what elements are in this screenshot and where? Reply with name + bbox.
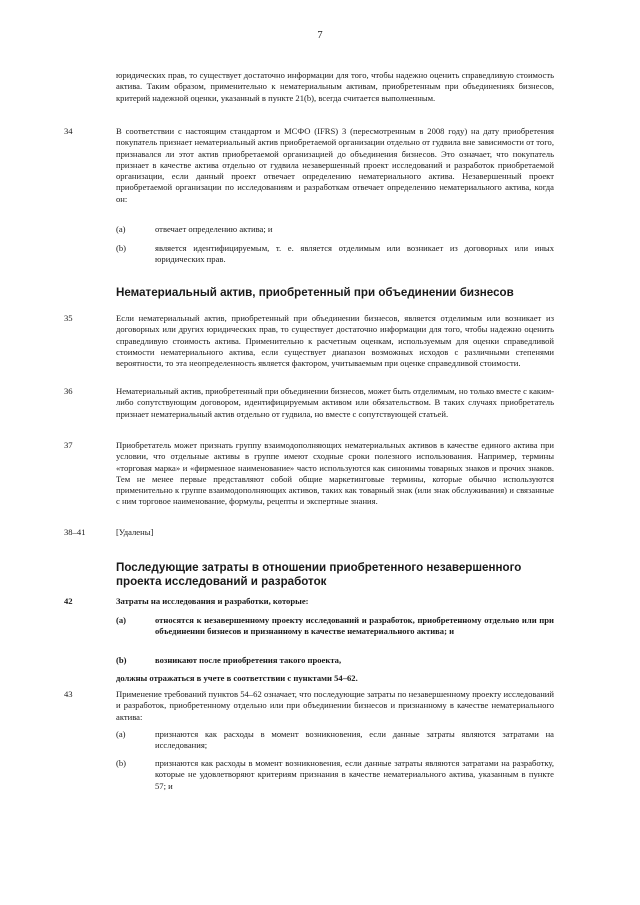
- intro-paragraph: юридических прав, то существует достаточно информации для того, чтобы надежно оценить справедливую стоимость актива. Таким образом, применительно к нематериальным активам, приобретенным при объединениях бизнесов, критерий надежной оценки, указанный в пункте 21(b), всегда считается выполненным.: [116, 70, 554, 103]
- item-text-34a: отвечает определению актива; и: [155, 224, 273, 234]
- paragraph-number-38-41: 38–41: [64, 527, 86, 537]
- paragraph-number-36: 36: [64, 386, 73, 396]
- item-label-34a: (a): [116, 224, 126, 234]
- paragraph-number-43: 43: [64, 689, 73, 699]
- paragraph-number-42: 42: [64, 596, 73, 606]
- item-label-34b: (b): [116, 243, 127, 253]
- section-heading-business-combination: Нематериальный актив, приобретенный при объединении бизнесов: [116, 286, 514, 299]
- paragraph-38-41: [Удалены]: [116, 527, 154, 537]
- paragraph-34: В соответствии с настоящим стандартом и МСФО (IFRS) 3 (пересмотренным в 2008 году) на дату приобретения покупатель признает нематериальный актив приобретаемой организации отдельно от гудвила вне зависимости от того, признавался ли этот актив приобретаемой организацией до объединения бизнесов. Это означает, что покупатель признает в качестве актива отдельно от гудвила незавершенный проект исследований и разработок приобретаемой организации, если данный проект отвечает определению нематериального актива. Незавершенный проект приобретаемой организации по исследованиям и разработкам отвечает определению нематериального актива, когда он:: [116, 126, 554, 204]
- item-text-43a: признаются как расходы в момент возникновения, если данные затраты являются затратами на исследования;: [155, 729, 554, 751]
- paragraph-43: Применение требований пунктов 54–62 означает, что последующие затраты по незавершенному проекту исследований и разработок, приобретенному отдельно или при объединении бизнесов и признанному в качестве нематериального актива:: [116, 689, 554, 722]
- item-text-42b: возникают после приобретения такого проекта,: [155, 655, 342, 665]
- paragraph-number-37: 37: [64, 440, 73, 450]
- paragraph-36: Нематериальный актив, приобретенный при объединении бизнесов, может быть отделимым, но только вместе с каким-либо сопутствующим договором, идентифицируемым активом или обязательством. В таких случаях приобретатель признает нематериальный актив отдельно от гудвила, но вместе с сопутствующей статьей.: [116, 386, 554, 419]
- item-text-43b: признаются как расходы в момент возникновения, если данные затраты являются затратами на разработку, которые не удовлетворяют критериям признания в качестве нематериального актива, указанным в пункте 57; и: [155, 758, 554, 791]
- paragraph-number-34: 34: [64, 126, 73, 136]
- paragraph-37: Приобретатель может признать группу взаимодополняющих нематериальных активов в качестве единого актива при условии, что отдельные активы в группе имеют сходные сроки полезного использования. Например, термины «торговая марка» и «фирменное наименование» часто используются как синонимы товарных знаков и прочих знаков. Тем не менее первые представляют собой общие маркетинговые термины, которые обычно используются применительно к группе взаимодополняющих активов, таких как товарный знак (или знак обслуживания) и связанные с ним торговое наименование, формулы, рецепты и экспертные знания.: [116, 440, 554, 507]
- paragraph-42-closing: должны отражаться в учете в соответствии с пунктами 54–62.: [116, 673, 358, 683]
- item-text-42a: относятся к незавершенному проекту исследований и разработок, приобретенному отдельно или при объединении бизнесов и признанному в качестве нематериального актива; и: [155, 615, 554, 637]
- item-label-43a: (a): [116, 729, 126, 739]
- paragraph-35: Если нематериальный актив, приобретенный при объединении бизнесов, является отделимым или возникает из договорных или других юридических прав, то существует достаточно информации для того, чтобы надежно оценить справедливую стоимость актива. Применительно к расчетным оценкам, используемым для оценки справедливой стоимости нематериального актива, если существует диапазон возможных исходов с различными степенями вероятности, то эта неопределенность является фактором, учитываемым при оценке справедливой стоимости.: [116, 313, 554, 369]
- item-label-43b: (b): [116, 758, 127, 768]
- item-label-42b: (b): [116, 655, 127, 665]
- paragraph-42-intro: Затраты на исследования и разработки, которые:: [116, 596, 309, 606]
- section-heading-subsequent-expenditure: Последующие затраты в отношении приобретенного незавершенного проекта исследований и разработок: [116, 561, 522, 588]
- item-label-42a: (a): [116, 615, 127, 625]
- page-number: 7: [317, 30, 323, 41]
- item-text-34b: является идентифицируемым, т. е. является отделимым или возникает из договорных или иных юридических прав.: [155, 243, 554, 265]
- paragraph-number-35: 35: [64, 313, 73, 323]
